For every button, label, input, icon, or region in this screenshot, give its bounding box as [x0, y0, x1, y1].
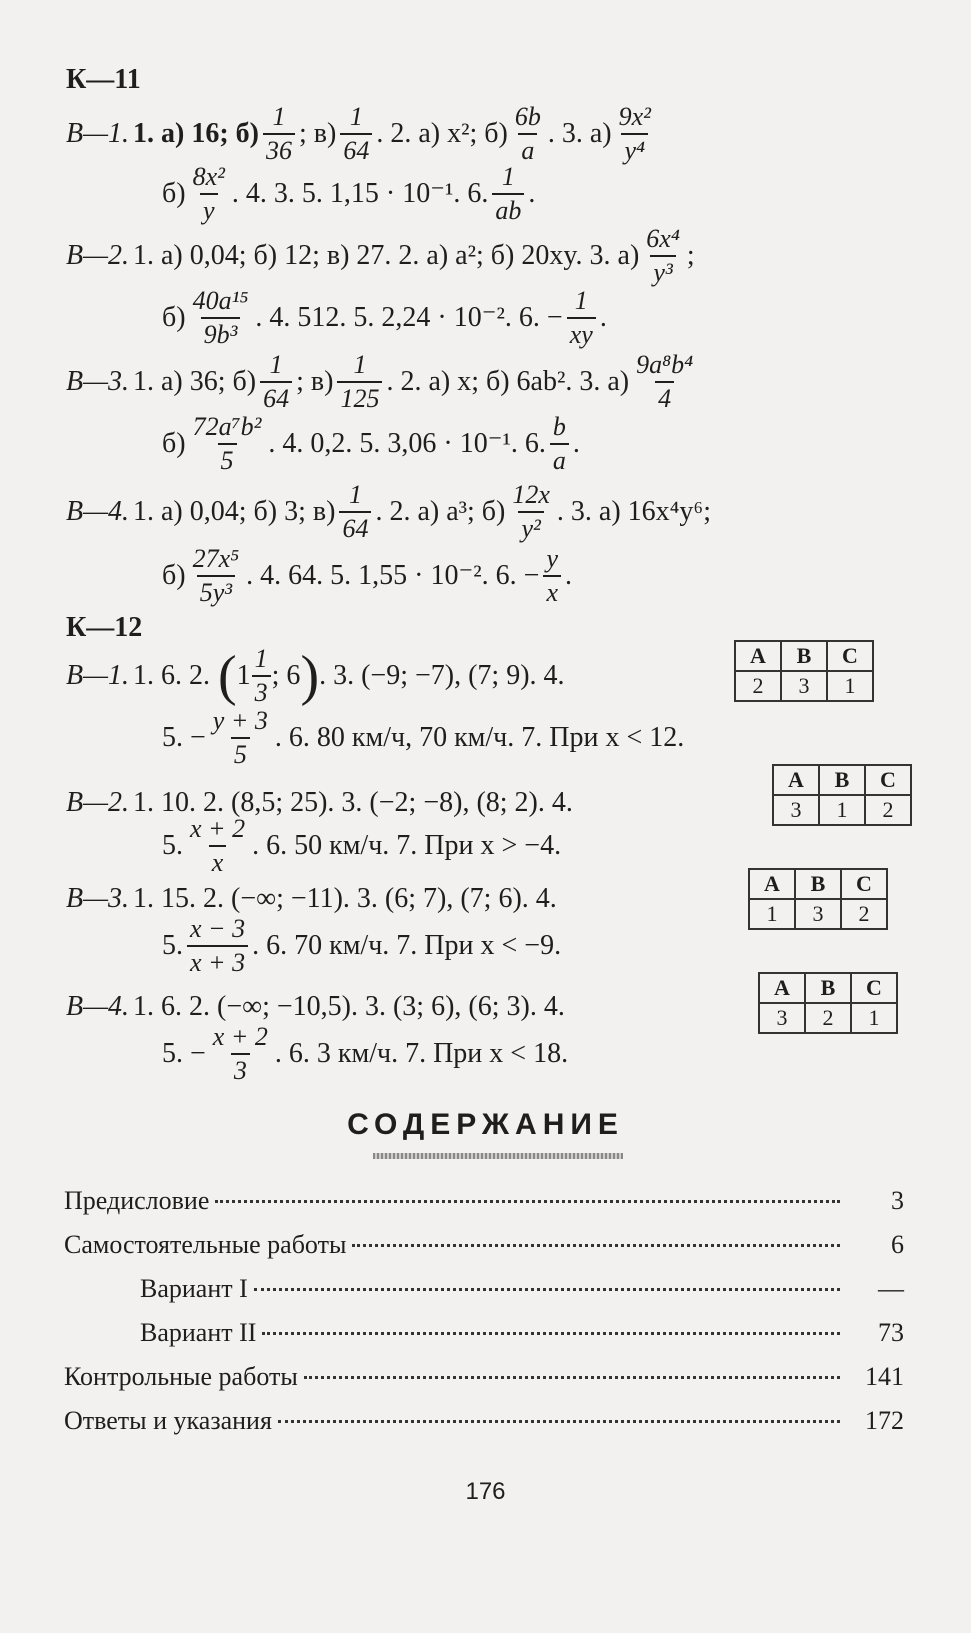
answer-text: .: [572, 428, 580, 459]
fraction: $\frac{1}{3}$: [252, 646, 271, 706]
answer-text: . 6. 80 км/ч, 70 км/ч. 7. При x < 12.: [274, 722, 685, 753]
table-header-cell: C: [865, 765, 911, 795]
table-header-cell: C: [827, 641, 873, 671]
table-header-cell: B: [795, 869, 841, 899]
answer-text: 1. 15. 2. (−∞; −11). 3. (6; 7), (7; 6). 4.: [133, 883, 557, 914]
table-cell: 2: [735, 671, 781, 701]
toc-entry[interactable]: [64, 1362, 904, 1396]
answer-text: 1. 10. 2. (8,5; 25). 3. (−2; −8), (8; 2). 4.: [133, 787, 573, 818]
toc-entry-label: Контрольные работы: [64, 1362, 298, 1391]
fraction: $\frac{1}{64}$: [260, 352, 292, 412]
paren-close: ): [300, 645, 320, 707]
toc-title: СОДЕРЖАНИЕ: [347, 1108, 624, 1141]
answer-text: . 3. а): [547, 118, 612, 149]
toc-entry-label: Ответы и указания: [64, 1406, 272, 1435]
answer-text: .: [565, 560, 573, 591]
table-cell: 1: [819, 795, 865, 825]
toc-entry[interactable]: [140, 1274, 904, 1308]
variant-label: В—1.: [66, 660, 129, 691]
fraction: $\frac{\text{6x⁴}}{\text{y³}}$: [646, 224, 680, 287]
answer-text: 1. а) 0,04; б) 12; в) 27. 2. а) a²; б) 20xy. 3. а): [133, 240, 640, 271]
answer-text: 5. −: [162, 722, 206, 753]
answer-text: . 2. а) a³; б): [375, 496, 506, 527]
answer-table-k12-v1: [734, 640, 874, 702]
table-header-cell: B: [781, 641, 827, 671]
answer-text: . 6. 50 км/ч. 7. При x > −4.: [252, 830, 562, 861]
toc-entry-page: 141: [865, 1362, 904, 1391]
toc-leader-dots: [262, 1332, 840, 1335]
answer-text: . 3. (−9; −7), (7; 9). 4.: [319, 660, 565, 691]
answer-text: .: [599, 302, 607, 333]
table-cell: 2: [841, 899, 887, 929]
variant-label: В—4.: [66, 991, 129, 1022]
answer-text: . 4. 3. 5. 1,15 · 10⁻¹. 6.: [231, 178, 489, 209]
variant-label: В—2.: [66, 787, 129, 818]
answer-text: 1. а) 16; б): [133, 118, 259, 149]
answer-text: ;: [686, 240, 695, 271]
page-number: 176: [465, 1478, 506, 1505]
fraction: $\frac{1}{125}$: [337, 352, 382, 412]
toc-entry-page: 6: [891, 1230, 904, 1259]
answer-text: б): [162, 560, 186, 591]
fraction: $\frac{\text{40a¹⁵}}{\text{9b³}}$: [192, 286, 249, 349]
toc-entry[interactable]: [64, 1406, 904, 1440]
answer-text: ; в): [298, 118, 337, 149]
toc-entry-page: 3: [891, 1186, 904, 1215]
answer-text: . 2. а) x²; б): [376, 118, 508, 149]
fraction: $\frac{b}{a}$: [550, 414, 569, 474]
table-cell: 2: [805, 1003, 851, 1033]
fraction: $\frac{\text{9x²}}{\text{y⁴}}$: [618, 102, 651, 165]
toc-entry-label: Вариант I: [140, 1274, 248, 1303]
fraction: $\frac{\text{9a⁸b⁴}}{4}$: [636, 350, 694, 413]
table-cell: 1: [851, 1003, 897, 1033]
table-cell: 3: [759, 1003, 805, 1033]
answer-text: 1. 6. 2. (−∞; −10,5). 3. (3; 6), (6; 3). 4.: [133, 991, 565, 1022]
table-header-cell: C: [851, 973, 897, 1003]
toc-title-rule: [373, 1153, 623, 1159]
toc-entry-page: —: [878, 1274, 904, 1303]
toc-entry-label: Предисловие: [64, 1186, 210, 1215]
fraction: $\frac{x - 3}{x + 3}$: [187, 916, 248, 976]
variant-label: В—3.: [66, 366, 129, 397]
answer-text: б): [162, 178, 186, 209]
fraction: $\frac{x + 2}{x}$: [190, 814, 246, 877]
toc-entry[interactable]: [64, 1186, 904, 1220]
variant-label: В—1.: [66, 118, 129, 149]
variant-label: В—3.: [66, 883, 129, 914]
fraction: $\frac{6b}{a}$: [514, 102, 541, 165]
answer-text: . 3. а) 16x⁴y⁶;: [556, 496, 711, 527]
answer-text: 5.: [162, 830, 183, 861]
toc-entry[interactable]: [140, 1318, 904, 1352]
fraction: $\frac{x + 2}{3}$: [212, 1022, 268, 1085]
answer-table-k12-v3: [748, 868, 888, 930]
table-header-cell: A: [749, 869, 795, 899]
fraction: $\frac{y + 3}{5}$: [212, 706, 268, 769]
answer-text: б): [162, 302, 186, 333]
fraction: $\frac{y}{x}$: [543, 546, 561, 606]
mixed-whole: 1: [236, 660, 251, 691]
toc-leader-dots: [278, 1420, 840, 1423]
answer-text: 1. 6. 2.: [133, 660, 210, 691]
fraction: $\frac{\text{8x²}}{y}$: [192, 162, 225, 225]
table-cell: 2: [865, 795, 911, 825]
answer-text: б): [162, 428, 186, 459]
variant-label: В—4.: [66, 496, 129, 527]
table-header-cell: A: [759, 973, 805, 1003]
answer-text: . 2. а) x; б) 6ab². 3. а): [386, 366, 630, 397]
answer-text: 1. а) 0,04; б) 3; в): [133, 496, 336, 527]
table-header-cell: A: [773, 765, 819, 795]
table-header-cell: A: [735, 641, 781, 671]
table-header-cell: B: [805, 973, 851, 1003]
fraction: $\frac{1}{36}$: [263, 104, 295, 164]
table-cell: 3: [795, 899, 841, 929]
answer-table-k12-v4: [758, 972, 898, 1034]
answer-text: 5.: [162, 930, 183, 961]
fraction: $\frac{1}{ab}$: [492, 164, 524, 224]
answer-text: . 6. 3 км/ч. 7. При x < 18.: [274, 1038, 569, 1069]
answer-table-k12-v2: [772, 764, 912, 826]
toc-leader-dots: [254, 1288, 840, 1291]
toc-leader-dots: [352, 1244, 840, 1247]
toc-entry-label: Самостоятельные работы: [64, 1230, 347, 1259]
answer-text: . 6. 70 км/ч. 7. При x < −9.: [252, 930, 562, 961]
table-cell: 1: [827, 671, 873, 701]
fraction: $\frac{1}{xy}$: [567, 288, 596, 348]
book-page: К—11 В—1. 1. а) 16; б) $\frac{1}{36}$ ; в) $\frac{1}{64}$ . 2. а) x²; б) $\frac{6b}{a}$ . 3. а) $\frac{\text{9x²}}{\text{y⁴}}$ б) $\frac{\text{8x²}}{y}$ . 4. 3. 5. 1,15 · 10⁻¹. 6. $\frac{1}{ab}$ . В—2. 1. а) 0,04; б) 12; в) 27. 2. а) a²; б) 20xy. 3. а) $\frac{\text{6x⁴}}{\text{y³}}$ ; б) $\frac{\text{40a¹⁵}}{\text{9b³}}$ . 4. 512. 5. 2,24 · 10⁻². 6. − $\frac{1}{xy}$ . В—3. 1. а) 36; б) $\frac{1}{64}$ ; в) $\frac{1}{125}$ . 2. а) x; б) 6ab². 3. а) $\frac{\text{9a⁸b⁴}}{4}$ б) $\frac{\text{72a⁷b²}}{5}$ . 4. 0,2. 5. 3,06 · 10⁻¹. 6. $\frac{b}{a}$ . В—4. 1. а) 0,04; б) 3; в) $\frac{1}{64}$ . 2. а) a³; б) $\frac{12x}{\text{y²}}$ . 3. а) 16x⁴y⁶; б) $\frac{\text{27x⁵}}{\text{5y³}}$ . 4. 64. 5. 1,55 · 10⁻². 6. − $\frac{y}{x}$ . К—12 В—1. 1. 6. 2. ( 1 $\frac{1}{3}$ ; 6 ) . 3. (−9; −7), (7; 9). 4. A B C 2 3 1 5. − $\frac{y + 3}{5}$ . 6. 80 км/ч, 70 км/ч. 7. При x < 12. В—2. 1. 10. 2. (8,5; 25). 3. (−2; −8), (8; 2). 4. A B C 3 1 2 5. $\frac{x + 2}{x}$ . 6. 50 км/ч. 7. При x > −4. В—3. 1. 15. 2. (−∞; −11). 3. (6; 7), (7; 6). 4. A B C 1 3 2 5. $\frac{x - 3}{x + 3}$ . 6. 70 км/ч. 7. При x < −9. В—4. 1. 6. 2. (−∞; −10,5). 3. (3; 6), (6; 3). 4. A B C 3 2 1 5. − $\frac{x + 2}{3}$ . 6. 3 км/ч. 7. При x < 18. СОДЕРЖАНИЕ Предисловие 3 Самостоятельные работы 6 Вариант I — Вариант II 73 Контрольные работы 141 Ответы и указания 172 176: [0, 0, 971, 1633]
table-cell: 3: [781, 671, 827, 701]
toc-entry[interactable]: [64, 1230, 904, 1264]
answer-text: 1. а) 36; б): [133, 366, 257, 397]
toc-entry-label: Вариант II: [140, 1318, 257, 1347]
answer-text: . 4. 512. 5. 2,24 · 10⁻². 6. −: [255, 302, 563, 333]
table-header-cell: C: [841, 869, 887, 899]
table-cell: 3: [773, 795, 819, 825]
table-cell: 1: [749, 899, 795, 929]
answer-text: . 4. 64. 5. 1,55 · 10⁻². 6. −: [246, 560, 540, 591]
answer-text: 5. −: [162, 1038, 206, 1069]
fraction: $\frac{1}{64}$: [339, 482, 371, 542]
fraction: $\frac{1}{64}$: [340, 104, 372, 164]
answer-text: ; в): [296, 366, 334, 397]
fraction: $\frac{\text{27x⁵}}{\text{5y³}}$: [192, 544, 240, 607]
toc-entry-page: 73: [878, 1318, 904, 1347]
toc-leader-dots: [215, 1200, 840, 1203]
variant-label: В—2.: [66, 240, 129, 271]
toc-entry-page: 172: [865, 1406, 904, 1435]
answer-text: .: [528, 178, 536, 209]
fraction: $\frac{12x}{\text{y²}}$: [512, 480, 550, 543]
answer-text: ; 6: [271, 660, 301, 691]
toc-leader-dots: [304, 1376, 840, 1379]
answer-text: . 4. 0,2. 5. 3,06 · 10⁻¹. 6.: [268, 428, 546, 459]
paren-open: (: [218, 645, 237, 707]
table-header-cell: B: [819, 765, 865, 795]
fraction: $\frac{\text{72a⁷b²}}{5}$: [192, 412, 262, 475]
